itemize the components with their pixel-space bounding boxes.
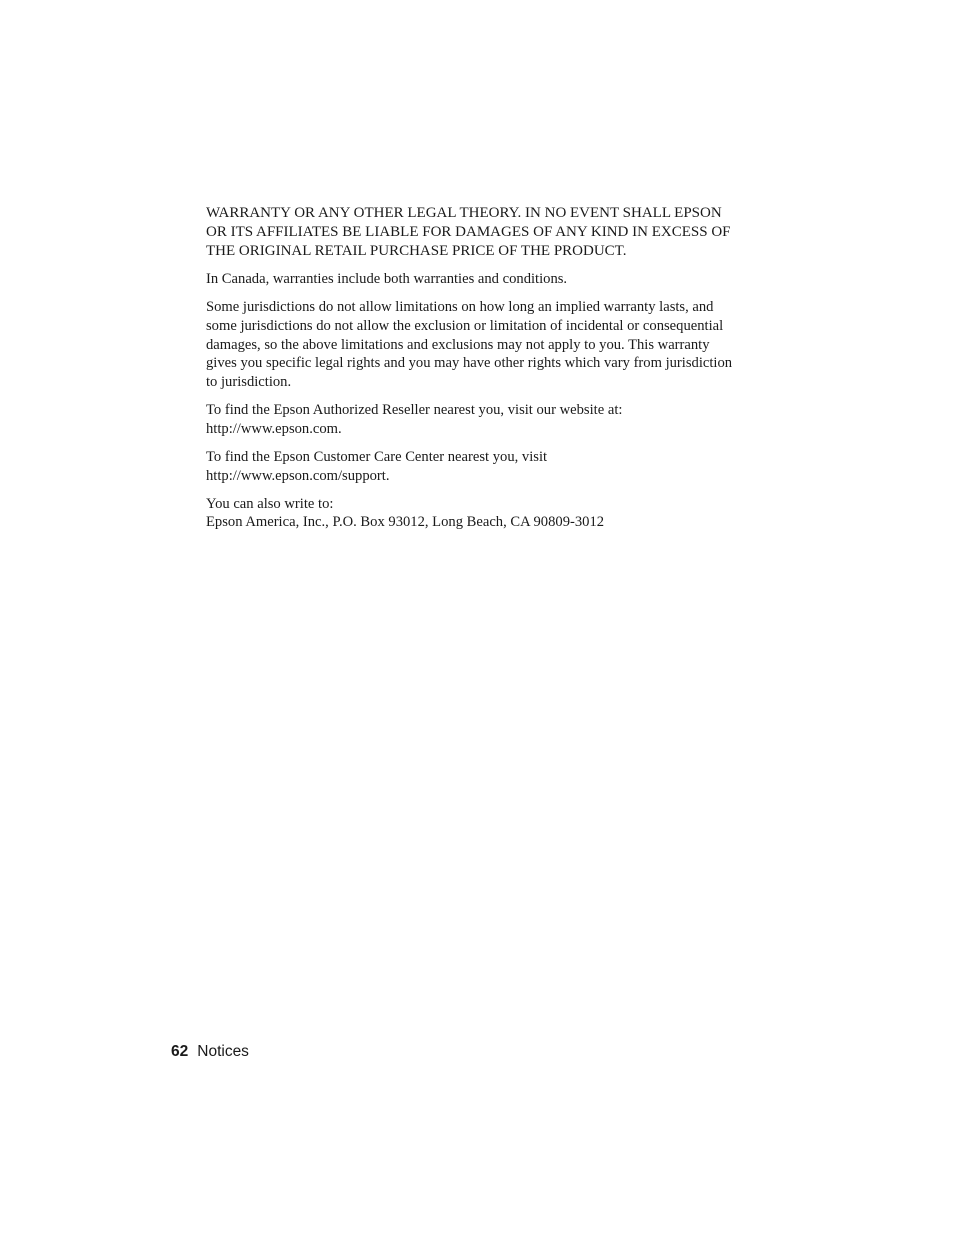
page-number: 62 xyxy=(171,1043,189,1060)
warranty-disclaimer-paragraph xyxy=(206,204,751,261)
canada-warranty-paragraph xyxy=(206,270,751,289)
jurisdictions-paragraph xyxy=(206,298,751,392)
text-line: Some jurisdictions do not allow limitations on how long an implied warranty lasts, and xyxy=(206,299,714,316)
customer-care-paragraph xyxy=(206,448,751,485)
epson-support-link[interactable]: http://www.epson.com/support. xyxy=(206,467,390,484)
text-line: gives you specific legal rights and you may have other rights which vary from jurisdiction xyxy=(206,355,733,372)
mailing-address: Epson America, Inc., P.O. Box 93012, Long Beach, CA 90809-3012 xyxy=(206,514,605,531)
text-line: To find the Epson Authorized Reseller nearest you, visit our website at: xyxy=(206,402,623,418)
text-line: THE ORIGINAL RETAIL PURCHASE PRICE OF THE PRODUCT. xyxy=(206,243,627,259)
page-body xyxy=(206,204,751,541)
epson-website-link[interactable]: http://www.epson.com. xyxy=(206,420,342,437)
text-line: You can also write to: xyxy=(206,495,334,512)
mailing-address-paragraph xyxy=(206,495,751,532)
text-line: damages, so the above limitations and exclusions may not apply to you. This warranty xyxy=(206,336,710,353)
text-line: To find the Epson Customer Care Center nearest you, visit xyxy=(206,448,548,465)
text-line: some jurisdictions do not allow the exclusion or limitation of incidental or consequential xyxy=(206,317,724,334)
text-line: WARRANTY OR ANY OTHER LEGAL THEORY. IN NO EVENT SHALL EPSON xyxy=(206,205,722,221)
section-title: Notices xyxy=(197,1043,249,1060)
reseller-paragraph xyxy=(206,401,751,438)
text-line: OR ITS AFFILIATES BE LIABLE FOR DAMAGES OF ANY KIND IN EXCESS OF xyxy=(206,224,731,240)
text-line: to jurisdiction. xyxy=(206,373,292,390)
page-footer xyxy=(171,1042,249,1062)
text-line: In Canada, warranties include both warranties and conditions. xyxy=(206,271,568,287)
